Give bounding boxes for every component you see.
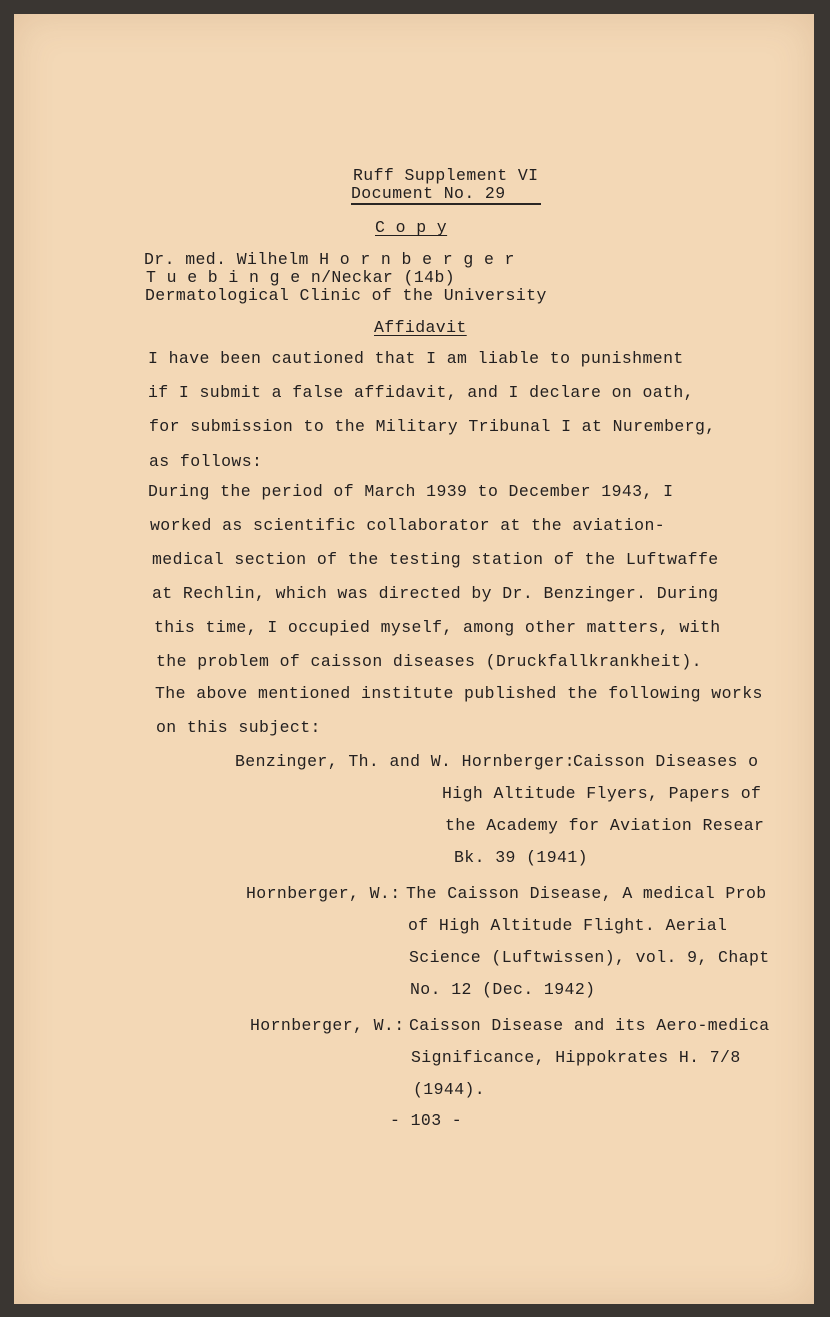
page-number: - 103 - xyxy=(390,1111,463,1130)
body-line: this time, I occupied myself, among other matters, with xyxy=(154,618,721,637)
supplement-label: Ruff Supplement VI xyxy=(353,166,539,185)
reference-authors: Hornberger, W.: xyxy=(250,1016,405,1035)
body-line: worked as scientific collaborator at the aviation- xyxy=(150,516,666,535)
body-line: on this subject: xyxy=(156,718,321,737)
body-line: if I submit a false affidavit, and I declare on oath, xyxy=(148,383,694,402)
body-line: I have been cautioned that I am liable to punishment xyxy=(148,349,684,368)
copy-label: C o p y xyxy=(375,218,448,237)
body-line: as follows: xyxy=(149,452,263,471)
document-number-underline xyxy=(351,203,541,205)
body-line: for submission to the Military Tribunal I at Nuremberg, xyxy=(149,417,716,436)
reference-authors: Hornberger, W.: xyxy=(246,884,401,903)
reference-line: (1944). xyxy=(413,1080,486,1099)
body-line: During the period of March 1939 to December 1943, I xyxy=(148,482,674,501)
document-page xyxy=(14,14,814,1304)
author-name: Dr. med. Wilhelm H o r n b e r g e r xyxy=(144,250,515,269)
author-clinic: Dermatological Clinic of the University xyxy=(145,286,547,305)
document-title: Affidavit xyxy=(374,318,467,337)
body-line: medical section of the testing station of the Luftwaffe xyxy=(152,550,719,569)
reference-line: Caisson Diseases o xyxy=(573,752,759,771)
body-line: the problem of caisson diseases (Druckfallkrankheit). xyxy=(156,652,702,671)
body-line: The above mentioned institute published the following works xyxy=(155,684,763,703)
reference-line: the Academy for Aviation Resear xyxy=(445,816,765,835)
body-line: at Rechlin, which was directed by Dr. Benzinger. During xyxy=(152,584,719,603)
reference-authors: Benzinger, Th. and W. Hornberger: xyxy=(235,752,575,771)
reference-line: of High Altitude Flight. Aerial xyxy=(408,916,728,935)
reference-line: Caisson Disease and its Aero-medica xyxy=(409,1016,770,1035)
reference-line: High Altitude Flyers, Papers of xyxy=(442,784,762,803)
reference-line: Significance, Hippokrates H. 7/8 xyxy=(411,1048,741,1067)
reference-line: Bk. 39 (1941) xyxy=(454,848,588,867)
author-city: T u e b i n g e n/Neckar (14b) xyxy=(146,268,456,287)
reference-line: No. 12 (Dec. 1942) xyxy=(410,980,596,999)
reference-line: Science (Luftwissen), vol. 9, Chapt xyxy=(409,948,770,967)
reference-line: The Caisson Disease, A medical Prob xyxy=(406,884,767,903)
document-number: Document No. 29 xyxy=(351,184,506,203)
